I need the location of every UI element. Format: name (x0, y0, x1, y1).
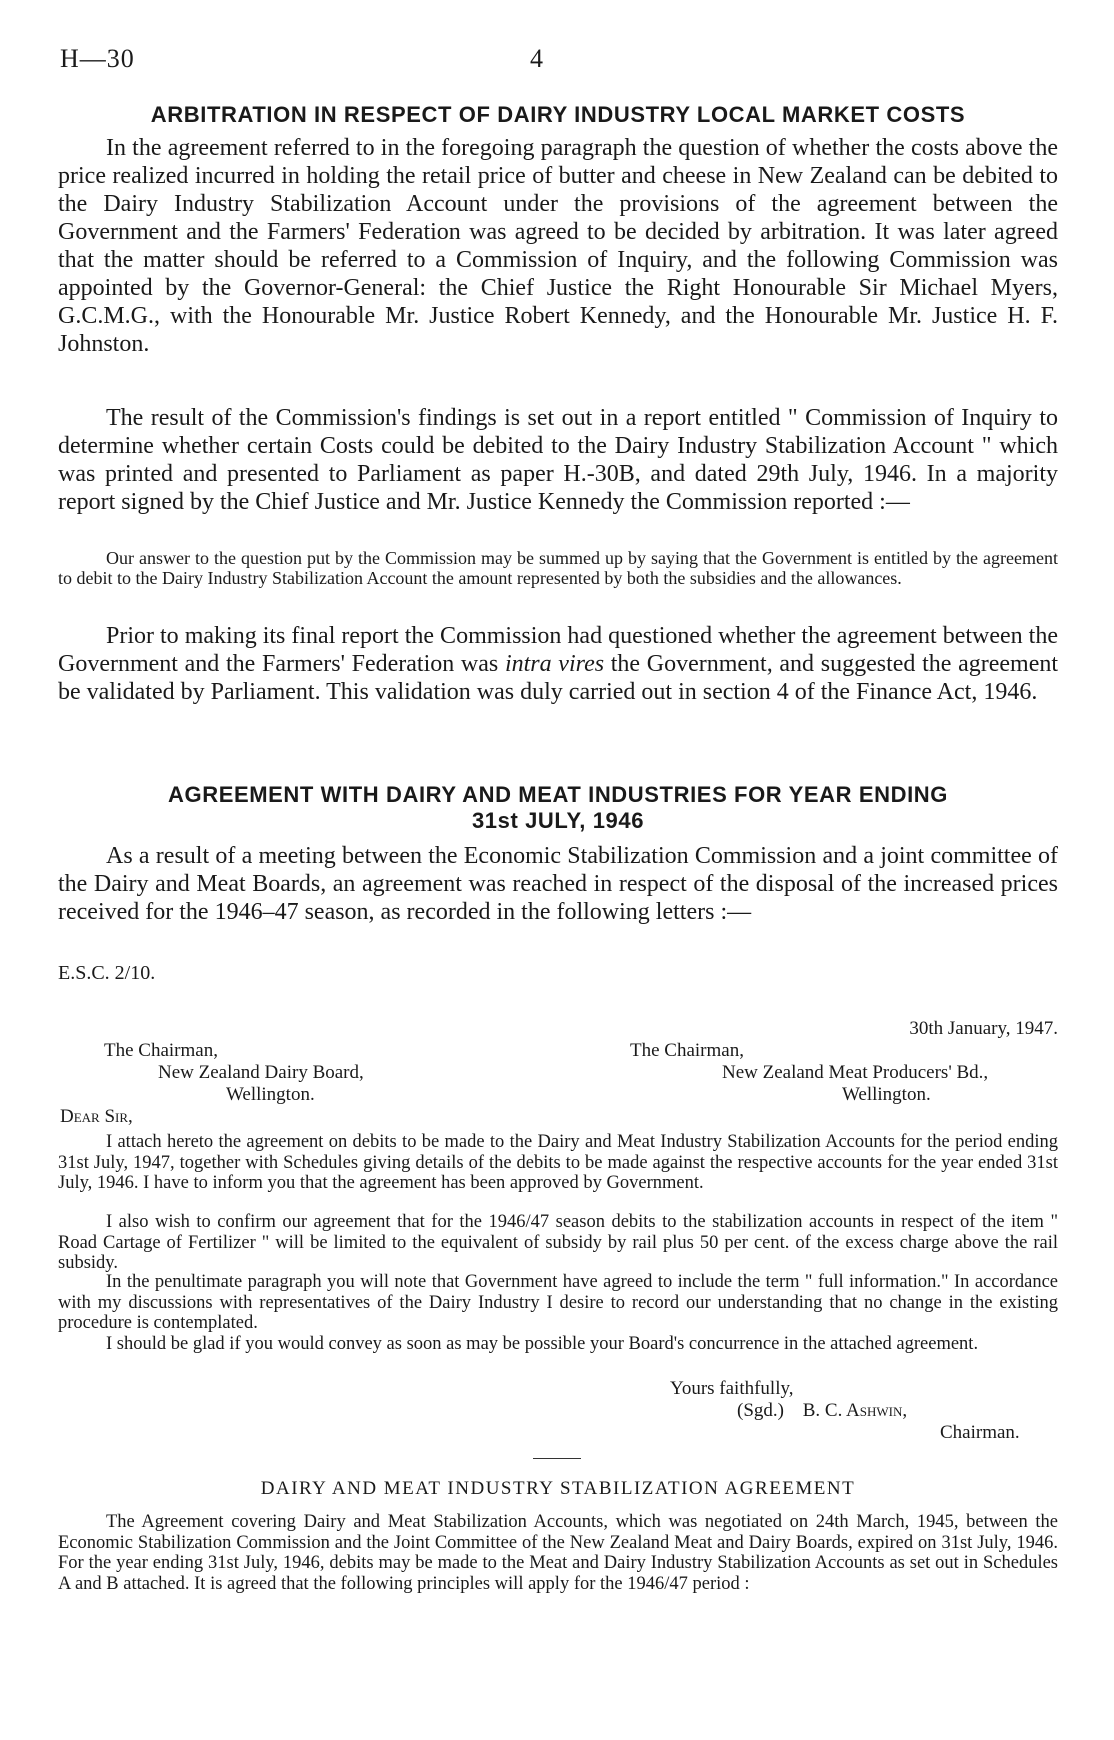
addressee-line: The Chairman, (104, 1040, 218, 1061)
addressee-line: Wellington. (842, 1084, 931, 1105)
section-heading-agreement (58, 782, 1058, 834)
arbitration-paragraph-3 (58, 622, 1058, 706)
addressee-line: The Chairman, (630, 1040, 744, 1061)
stabilization-agreement-paragraph: The Agreement covering Dairy and Meat Stabilization Accounts, which was negotiated on 24th March, 1945, between the Economic Stabilization Commission and the Joint Committee of the New Zealand Meat and Dairy Boards, expired on 31st July, 1946. For the year ending 31st July, 1946, debits may be made to the Meat and Dairy Industry Stabilization Accounts as set out in Schedules A and B attached. It is agreed that the following principles will apply for the 1946/47 period : (58, 1512, 1058, 1594)
letter-paragraph-3: In the penultimate paragraph you will note that Government have agreed to include the term " full information." In accordance with my discussions with representatives of the Dairy Industry I desire to record our understanding that no change in the existing procedure is contemplated. (58, 1272, 1058, 1333)
addressee-dairy-board (104, 1040, 364, 1106)
heading-line-2: 31st JULY, 1946 (471, 808, 645, 833)
paragraph-text-before: Prior to making its final report the Commission had questioned whether the agreement between the Government and the Farmers' Federation was (58, 623, 1058, 677)
salutation: Dear Sir, (60, 1106, 133, 1127)
letter-paragraph-2: I also wish to confirm our agreement that for the 1946/47 season debits to the stabilization accounts in respect of the item " Road Cartage of Fertilizer " will be limited to the equivalent of subsidy by rail plus 50 per cent. of the excess charge above the rail subsidy. (58, 1212, 1058, 1273)
latin-phrase: intra vires (504, 651, 605, 677)
signed-marker: (Sgd.) (737, 1400, 784, 1421)
letter-paragraph-1: I attach hereto the agreement on debits to be made to the Dairy and Meat Industry Stabilization Accounts for the period ending 31st July, 1947, together with Schedules giving details of the debits to be made against the respective accounts for the year ended 31st July, 1946. I have to inform you that the agreement has been approved by Government. (58, 1132, 1058, 1193)
letter-closing: Yours faithfully, (670, 1378, 794, 1399)
page-reference: H—30 (60, 44, 135, 73)
addressee-line: New Zealand Dairy Board, (158, 1062, 364, 1083)
signature-block (737, 1400, 907, 1422)
addressee-meat-board (630, 1040, 988, 1106)
letter-paragraph-4: I should be glad if you would convey as soon as may be possible your Board's concurrence in the attached agreement. (106, 1334, 979, 1354)
arbitration-paragraph-1: In the agreement referred to in the foregoing paragraph the question of whether the costs above the price realized incurred in holding the retail price of butter and cheese in New Zealand can be debited to the Dairy Industry Stabilization Account under the provisions of the agreement between the Government and the Farmers' Federation was agreed to be decided by arbitration. It was later agreed that the matter should be referred to a Commission of Inquiry, and the following Commission was appointed by the Governor-General: the Chief Justice the Right Honourable Sir Michael Myers, G.C.M.G., with the Honourable Mr. Justice Robert Kennedy, and the Honourable Mr. Justice H. F. Johnston. (58, 135, 1058, 357)
agreement-intro: As a result of a meeting between the Economic Stabilization Commission and a joint committee of the Dairy and Meat Boards, an agreement was reached in respect of the disposal of the increased prices received for the 1946–47 season, as recorded in the following letters :— (58, 843, 1058, 925)
addressee-line: New Zealand Meat Producers' Bd., (722, 1062, 989, 1083)
heading-line-1: AGREEMENT WITH DAIRY AND MEAT INDUSTRIES FOR YEAR ENDING (168, 782, 948, 807)
letter-date: 30th January, 1947. (909, 1018, 1058, 1039)
commission-quote: Our answer to the question put by the Commission may be summed up by saying that the Government is entitled by the agreement to debit to the Dairy Industry Stabilization Account the amount represented by both the subsidies and the allowances. (58, 548, 1058, 588)
letter-reference: E.S.C. 2/10. (58, 962, 156, 984)
paragraph-text-after: the Government, and suggested the agreement be validated by Parliament. This validation was duly carried out in section 4 of the Finance Act, 1946. (58, 651, 1059, 705)
signatory-name: B. C. Ashwin, (802, 1400, 908, 1421)
section-heading-arbitration: ARBITRATION IN RESPECT OF DAIRY INDUSTRY LOCAL MARKET COSTS (150, 102, 966, 127)
stabilization-agreement-heading: DAIRY AND MEAT INDUSTRY STABILIZATION AGREEMENT (260, 1478, 856, 1499)
section-divider (533, 1458, 581, 1459)
signatory-title: Chairman. (940, 1422, 1020, 1443)
addressee-line: Wellington. (226, 1084, 315, 1105)
page-number: 4 (530, 44, 543, 73)
arbitration-paragraph-2: The result of the Commission's findings is set out in a report entitled " Commission of Inquiry to determine whether certain Costs could be debited to the Dairy Industry Stabilization Account " which was printed and presented to Parliament as paper H.-30B, and dated 29th July, 1946. In a majority report signed by the Chief Justice and Mr. Justice Kennedy the Commission reported :— (58, 405, 1058, 515)
